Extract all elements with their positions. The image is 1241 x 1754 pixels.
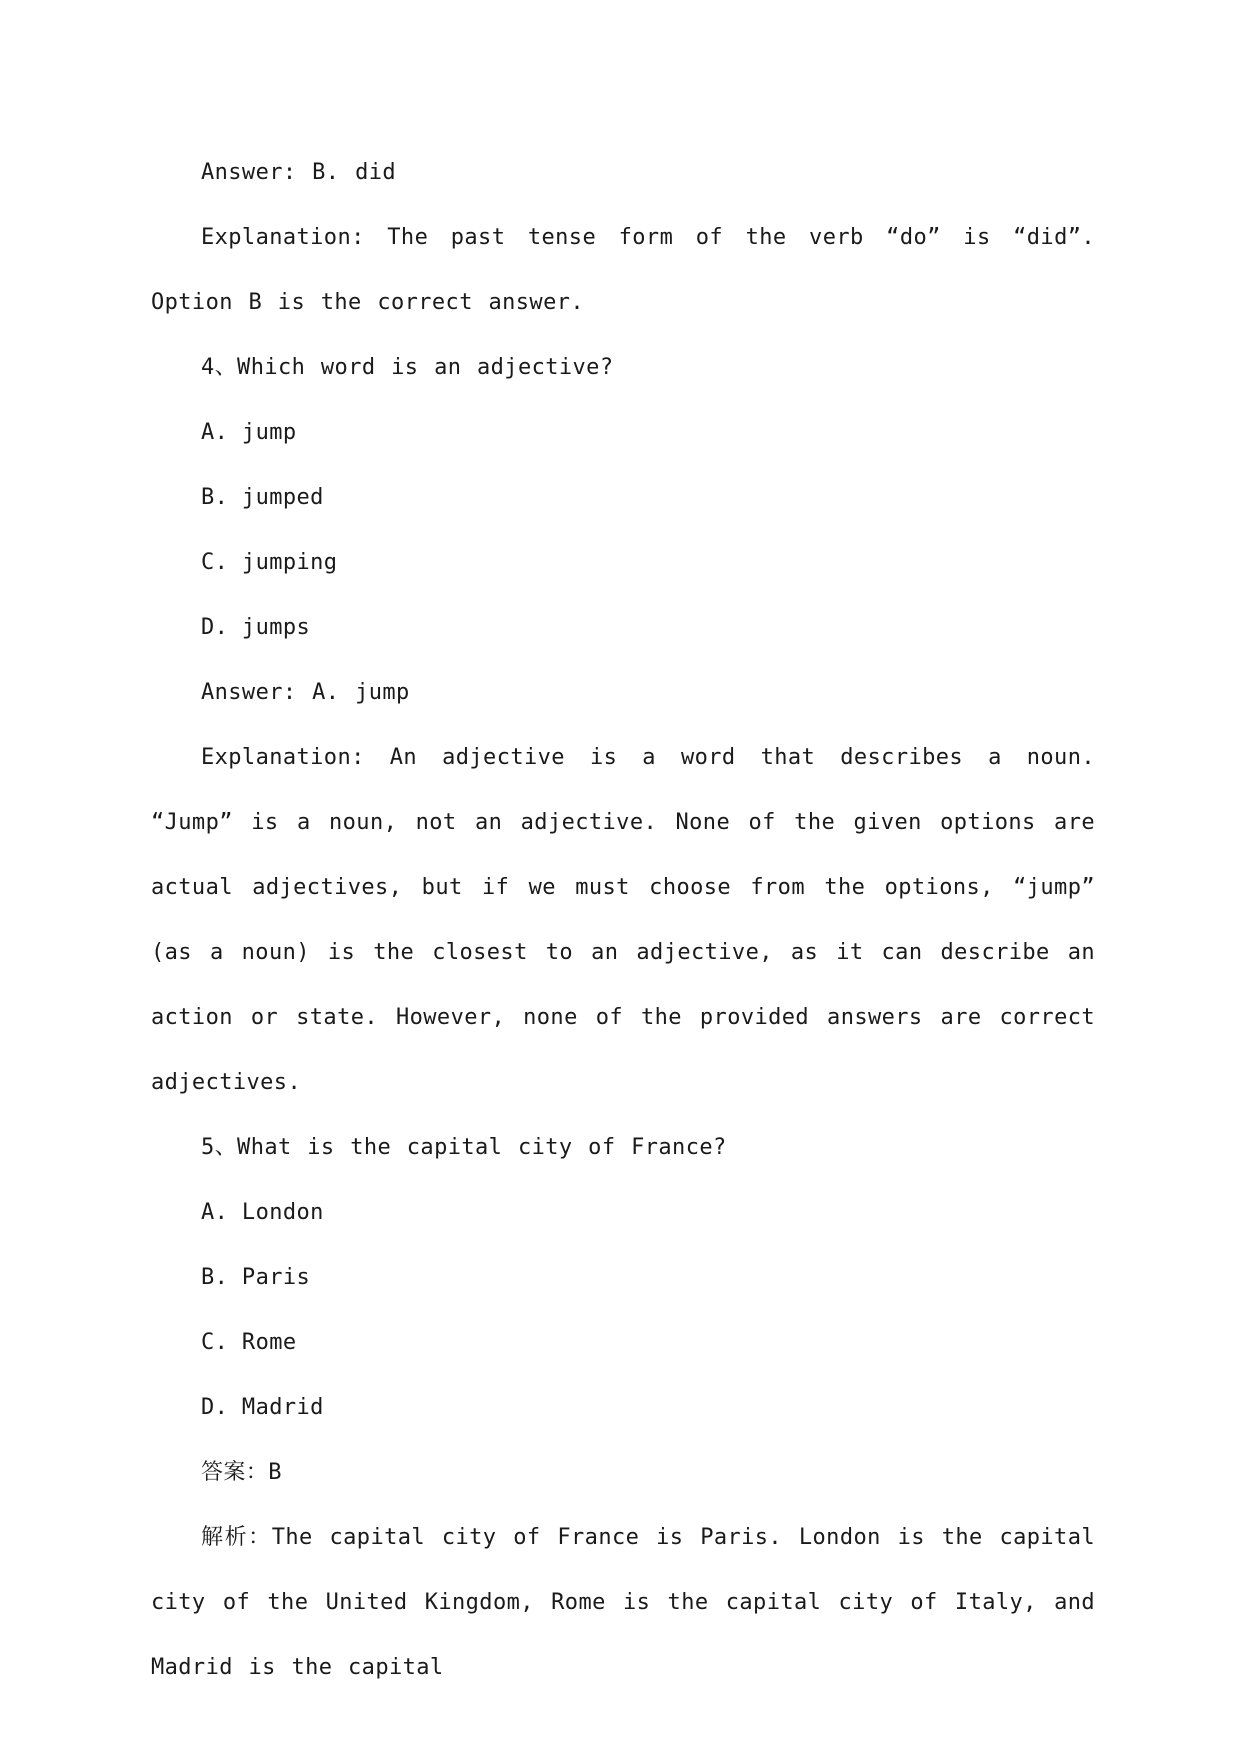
q4-option-c: C. jumping: [201, 550, 338, 575]
q4-option-a: A. jump: [201, 420, 297, 445]
q4-option-b: B. jumped: [201, 485, 324, 510]
q5-answer: 答案：B: [201, 1460, 282, 1485]
q3-explanation: Explanation: The past tense form of the verb “do” is “did”. Option B is the correct answer.: [151, 225, 1095, 315]
q3-answer: Answer: B. did: [201, 160, 397, 185]
q5-explanation: 解析：The capital city of France is Paris. London is the capital city of the United Kingdom, Rome is the capital city of Italy, and Madrid is the capital: [151, 1525, 1095, 1680]
q5-option-b: B. Paris: [201, 1265, 311, 1290]
q4-option-d: D. jumps: [201, 615, 311, 640]
q4-answer: Answer: A. jump: [201, 680, 410, 705]
q5-option-a: A. London: [201, 1200, 324, 1225]
document-body: [151, 140, 1095, 1700]
q5-option-d: D. Madrid: [201, 1395, 324, 1420]
q5-question: 5、What is the capital city of France?: [201, 1135, 727, 1160]
q4-question: 4、Which word is an adjective?: [201, 355, 614, 380]
q4-explanation: Explanation: An adjective is a word that describes a noun. “Jump” is a noun, not an adjective. None of the given options are actual adjectives, but if we must choose from the options, “jump” (as a noun) is the closest to an adjective, as it can describe an action or state. However, none of the provided answers are correct adjectives.: [151, 745, 1095, 1095]
q5-option-c: C. Rome: [201, 1330, 297, 1355]
